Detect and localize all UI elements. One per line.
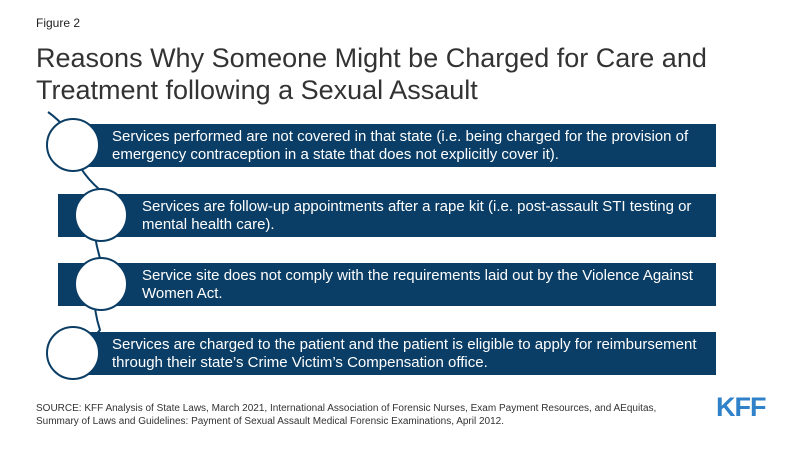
reason-circle-3 xyxy=(74,257,128,311)
reason-text-4: Services are charged to the patient and the patient is eligible to apply for reimbursement through their state’s Crime Victim’s Compensation office. xyxy=(112,335,697,371)
reason-text-1: Services performed are not covered in that state (i.e. being charged for the provision of emergency contraception in a state that does not explicitly cover it). xyxy=(112,127,689,163)
reason-text-3: Service site does not comply with the requirements laid out by the Violence Against Women Act. xyxy=(142,266,693,302)
reason-bar-4 xyxy=(58,332,716,375)
figure-title: Reasons Why Someone Might be Charged for Care and Treatment following a Sexual Assault xyxy=(36,43,707,105)
reason-circle-2 xyxy=(74,188,128,242)
kff-logo: KFF xyxy=(716,392,766,422)
reason-circle-1 xyxy=(46,118,100,172)
source-note: SOURCE: KFF Analysis of State Laws, March 2021, International Association of Forensic Nurses, Exam Payment Resources, and AEquitas, Summary of Laws and Guidelines: Payment of Sexual Assault Medical Forensic Examinations, April 2012. xyxy=(36,403,657,427)
reason-bar-3 xyxy=(58,263,716,306)
figure-label: Figure 2 xyxy=(36,16,81,30)
reason-bar-1 xyxy=(58,124,716,167)
reason-circle-4 xyxy=(46,326,100,380)
reason-bar-2 xyxy=(58,194,716,237)
reason-text-2: Services are follow-up appointments after a rape kit (i.e. post-assault STI testing or mental health care). xyxy=(142,197,692,233)
